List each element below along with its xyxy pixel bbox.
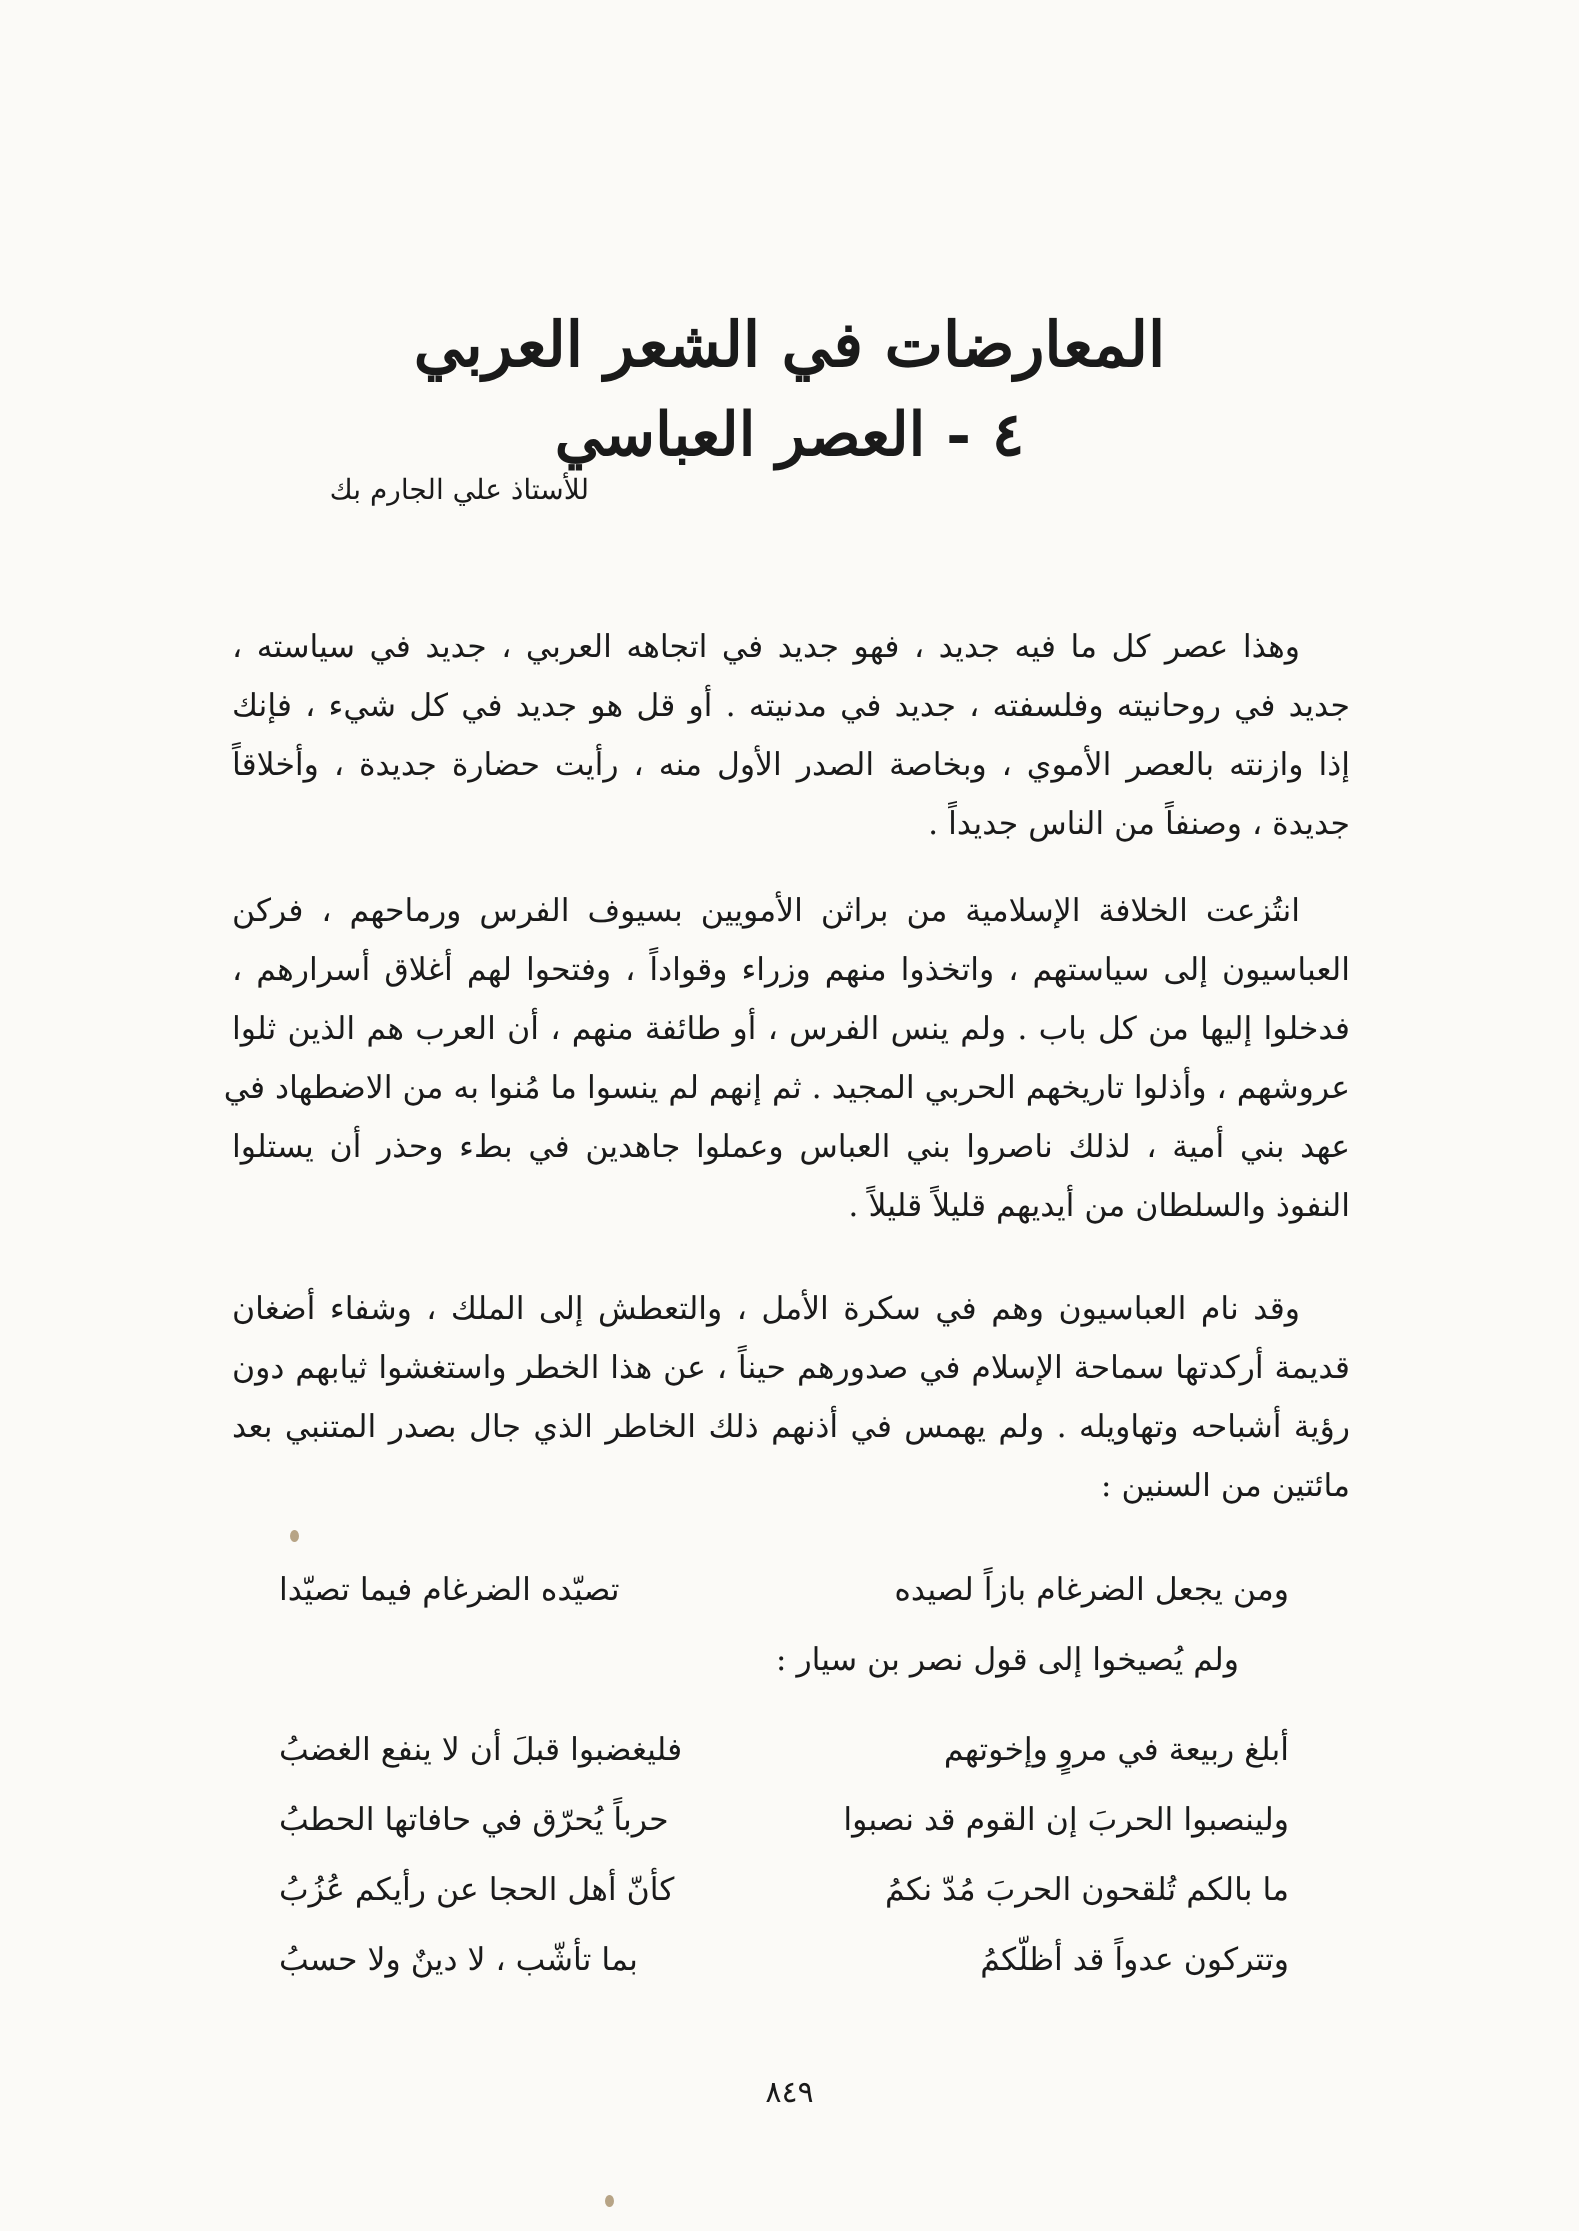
page-number: ٨٤٩ xyxy=(765,2075,814,2110)
paper-speck xyxy=(605,2195,614,2207)
paragraph-3 xyxy=(232,1280,1350,1516)
verse-line xyxy=(279,1785,1289,1855)
verse-first-hemistich: أبلغ ربيعة في مروٍ وإخوتهم xyxy=(943,1732,1289,1768)
verse-second-hemistich: بما تأشّب ، لا دينٌ ولا حسبُ xyxy=(279,1942,638,1978)
text-line: عروشهم ، وأذلوا تاريخهم الحربي المجيد . ثم إنهم لم ينسوا ما مُنوا به من الاضطهاد في xyxy=(223,1070,1350,1106)
verse-block-2 xyxy=(279,1715,1289,1995)
text-line: رؤية أشباحه وتهاويله . ولم يهمس في أذنهم ذلك الخاطر الذي جال بصدر المتنبي بعد xyxy=(232,1409,1350,1445)
text-line: العباسيون إلى سياستهم ، واتخذوا منهم وزراء وقواداً ، وفتحوا لهم أغلاق أسرارهم ، xyxy=(232,952,1350,988)
verse-line xyxy=(279,1925,1289,1995)
verse-line xyxy=(279,1855,1289,1925)
text-line: فدخلوا إليها من كل باب . ولم ينس الفرس ، أو طائفة منهم ، أن العرب هم الذين ثلوا xyxy=(232,1011,1350,1047)
verse-second-hemistich: كأنّ أهل الحجا عن رأيكم عُزُبُ xyxy=(279,1872,675,1908)
verse-intro: ولم يُصيخوا إلى قول نصر بن سيار : xyxy=(775,1642,1239,1678)
article-subtitle: ٤ - العصر العباسي xyxy=(554,400,1025,470)
text-line: عهد بني أمية ، لذلك ناصروا بني العباس وعملوا جاهدين في بطء وحذر أن يستلوا xyxy=(232,1129,1350,1165)
article-title: المعارضات في الشعر العربي xyxy=(413,308,1166,381)
verse-line xyxy=(279,1555,1289,1625)
verse-first-hemistich: ولينصبوا الحربَ إن القوم قد نصبوا xyxy=(843,1802,1289,1838)
verse-first-hemistich: ما بالكم تُلقحون الحربَ مُدّ نكمُ xyxy=(885,1872,1289,1908)
verse-second-hemistich: تصيّده الضرغام فيما تصيّدا xyxy=(279,1572,620,1608)
verse-first-hemistich: وتتركون عدواً قد أظلّكمُ xyxy=(980,1942,1289,1978)
text-line: انتُزعت الخلافة الإسلامية من براثن الأمويين بسيوف الفرس ورماحهم ، فركن xyxy=(232,893,1300,929)
verse-second-hemistich: حرباً يُحرّق في حافاتها الحطبُ xyxy=(279,1802,669,1838)
paragraph-2 xyxy=(223,882,1350,1236)
paragraph-1 xyxy=(232,618,1350,854)
verse-line xyxy=(279,1715,1289,1785)
verse-first-hemistich: ومن يجعل الضرغام بازاً لصيده xyxy=(894,1572,1289,1608)
paper-speck xyxy=(290,1530,299,1542)
text-line: إذا وازنته بالعصر الأموي ، وبخاصة الصدر الأول منه ، رأيت حضارة جديدة ، وأخلاقاً xyxy=(232,747,1350,783)
author-byline: للأستاذ علي الجارم بك xyxy=(329,473,589,506)
text-line: جديدة ، وصنفاً من الناس جديداً . xyxy=(928,806,1350,842)
text-line: جديد في روحانيته وفلسفته ، جديد في مدنيته . أو قل هو جديد في كل شيء ، فإنك xyxy=(232,688,1350,724)
text-line: النفوذ والسلطان من أيديهم قليلاً قليلاً . xyxy=(848,1188,1350,1224)
text-line: وقد نام العباسيون وهم في سكرة الأمل ، والتعطش إلى الملك ، وشفاء أضغان xyxy=(232,1291,1300,1327)
verse-second-hemistich: فليغضبوا قبلَ أن لا ينفع الغضبُ xyxy=(279,1732,683,1768)
text-line: وهذا عصر كل ما فيه جديد ، فهو جديد في اتجاهه العربي ، جديد في سياسته ، xyxy=(232,629,1300,665)
text-line: مائتين من السنين : xyxy=(1100,1468,1350,1504)
text-line: قديمة أركدتها سماحة الإسلام في صدورهم حيناً ، عن هذا الخطر واستغشوا ثيابهم دون xyxy=(232,1350,1350,1386)
verse-block-1 xyxy=(279,1555,1289,1695)
